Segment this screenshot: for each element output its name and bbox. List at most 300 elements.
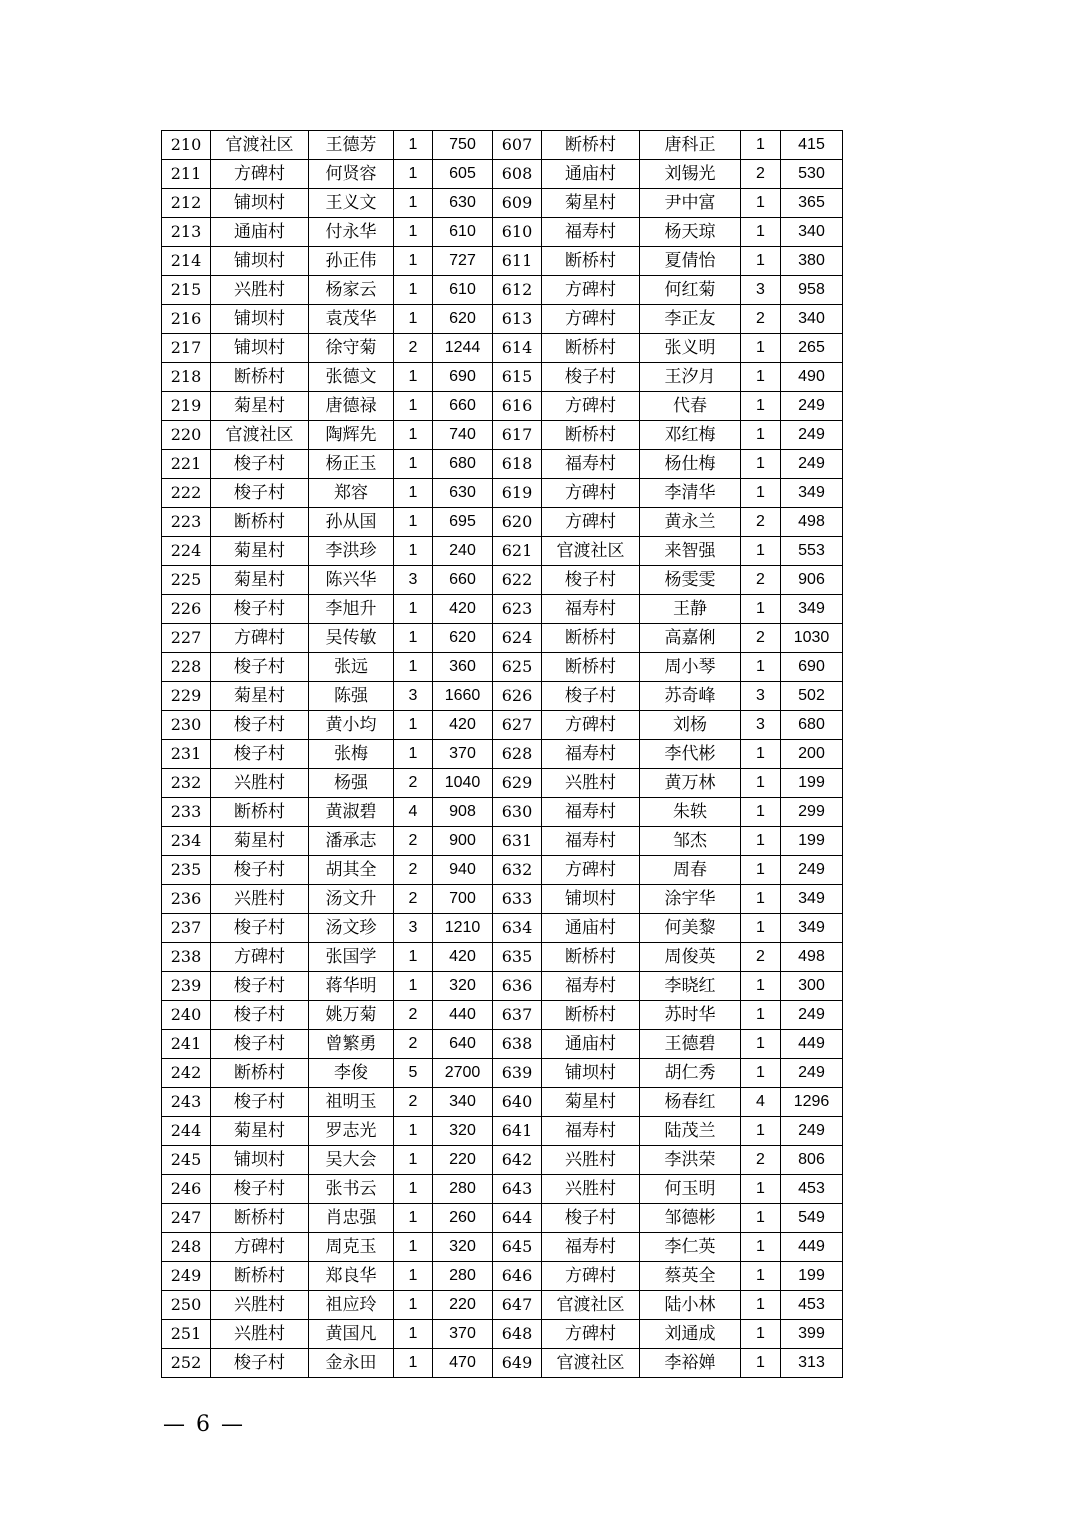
table-row: [162, 1204, 843, 1233]
left-amount-cell: 260: [433, 1204, 493, 1233]
left-count-cell: 1: [394, 740, 433, 769]
left-amount-cell: 370: [433, 740, 493, 769]
right-amount-cell: 340: [781, 218, 843, 247]
left-name-cell: 王义文: [309, 189, 394, 218]
right-village-cell: 方碑村: [542, 1262, 640, 1291]
right-village-cell: 福寿村: [542, 827, 640, 856]
left-amount-cell: 340: [433, 1088, 493, 1117]
left-amount-cell: 900: [433, 827, 493, 856]
left-village-cell: 梭子村: [211, 653, 309, 682]
right-amount-cell: 249: [781, 450, 843, 479]
right-name-cell: 杨仕梅: [640, 450, 741, 479]
left-amount-cell: 370: [433, 1320, 493, 1349]
right-village-cell: 兴胜村: [542, 769, 640, 798]
right-amount-cell: 906: [781, 566, 843, 595]
left-count-cell: 1: [394, 1320, 433, 1349]
left-name-cell: 郑良华: [309, 1262, 394, 1291]
left-count-cell: 1: [394, 218, 433, 247]
right-count-cell: 1: [741, 1059, 781, 1088]
table-body: [162, 131, 843, 1378]
left-index-cell: 230: [162, 711, 211, 740]
left-name-cell: 吴大会: [309, 1146, 394, 1175]
table-row: [162, 392, 843, 421]
right-index-cell: 607: [493, 131, 542, 160]
right-index-cell: 627: [493, 711, 542, 740]
left-village-cell: 梭子村: [211, 972, 309, 1001]
right-name-cell: 周俊英: [640, 943, 741, 972]
left-name-cell: 付永华: [309, 218, 394, 247]
left-name-cell: 李俊: [309, 1059, 394, 1088]
right-name-cell: 李晓红: [640, 972, 741, 1001]
left-amount-cell: 750: [433, 131, 493, 160]
right-village-cell: 兴胜村: [542, 1175, 640, 1204]
right-amount-cell: 300: [781, 972, 843, 1001]
right-count-cell: 1: [741, 189, 781, 218]
right-amount-cell: 530: [781, 160, 843, 189]
right-count-cell: 1: [741, 595, 781, 624]
right-village-cell: 方碑村: [542, 392, 640, 421]
left-count-cell: 1: [394, 276, 433, 305]
left-name-cell: 吴传敏: [309, 624, 394, 653]
left-name-cell: 汤文升: [309, 885, 394, 914]
left-amount-cell: 440: [433, 1001, 493, 1030]
right-index-cell: 649: [493, 1349, 542, 1378]
right-count-cell: 1: [741, 769, 781, 798]
right-index-cell: 640: [493, 1088, 542, 1117]
right-count-cell: 1: [741, 856, 781, 885]
left-index-cell: 226: [162, 595, 211, 624]
left-amount-cell: 280: [433, 1262, 493, 1291]
left-count-cell: 2: [394, 1001, 433, 1030]
left-name-cell: 杨强: [309, 769, 394, 798]
left-amount-cell: 630: [433, 189, 493, 218]
left-index-cell: 210: [162, 131, 211, 160]
left-amount-cell: 620: [433, 305, 493, 334]
right-village-cell: 福寿村: [542, 1233, 640, 1262]
left-amount-cell: 660: [433, 392, 493, 421]
table-row: [162, 914, 843, 943]
left-index-cell: 211: [162, 160, 211, 189]
table-row: [162, 1349, 843, 1378]
right-name-cell: 杨雯雯: [640, 566, 741, 595]
right-count-cell: 3: [741, 711, 781, 740]
right-name-cell: 苏奇峰: [640, 682, 741, 711]
right-count-cell: 2: [741, 943, 781, 972]
left-index-cell: 245: [162, 1146, 211, 1175]
table-row: [162, 479, 843, 508]
left-amount-cell: 280: [433, 1175, 493, 1204]
left-count-cell: 1: [394, 943, 433, 972]
right-village-cell: 方碑村: [542, 276, 640, 305]
table-row: [162, 508, 843, 537]
right-count-cell: 1: [741, 131, 781, 160]
right-name-cell: 邹杰: [640, 827, 741, 856]
left-amount-cell: 610: [433, 218, 493, 247]
right-index-cell: 620: [493, 508, 542, 537]
table-row: [162, 885, 843, 914]
table-row: [162, 1059, 843, 1088]
right-amount-cell: 199: [781, 769, 843, 798]
right-index-cell: 638: [493, 1030, 542, 1059]
left-name-cell: 张远: [309, 653, 394, 682]
right-village-cell: 铺坝村: [542, 1059, 640, 1088]
right-count-cell: 1: [741, 1320, 781, 1349]
right-name-cell: 王汐月: [640, 363, 741, 392]
right-index-cell: 641: [493, 1117, 542, 1146]
left-count-cell: 1: [394, 305, 433, 334]
right-count-cell: 1: [741, 740, 781, 769]
right-index-cell: 611: [493, 247, 542, 276]
right-name-cell: 刘通成: [640, 1320, 741, 1349]
left-village-cell: 方碑村: [211, 624, 309, 653]
right-index-cell: 613: [493, 305, 542, 334]
left-count-cell: 2: [394, 856, 433, 885]
right-amount-cell: 313: [781, 1349, 843, 1378]
right-name-cell: 李代彬: [640, 740, 741, 769]
right-index-cell: 635: [493, 943, 542, 972]
left-index-cell: 231: [162, 740, 211, 769]
right-index-cell: 624: [493, 624, 542, 653]
left-name-cell: 袁茂华: [309, 305, 394, 334]
right-name-cell: 李清华: [640, 479, 741, 508]
right-village-cell: 梭子村: [542, 682, 640, 711]
right-name-cell: 朱轶: [640, 798, 741, 827]
right-name-cell: 唐科正: [640, 131, 741, 160]
left-index-cell: 242: [162, 1059, 211, 1088]
right-index-cell: 608: [493, 160, 542, 189]
left-index-cell: 236: [162, 885, 211, 914]
left-index-cell: 232: [162, 769, 211, 798]
left-name-cell: 曾繁勇: [309, 1030, 394, 1059]
right-amount-cell: 249: [781, 856, 843, 885]
left-name-cell: 黄小均: [309, 711, 394, 740]
left-index-cell: 219: [162, 392, 211, 421]
right-name-cell: 邹德彬: [640, 1204, 741, 1233]
right-amount-cell: 200: [781, 740, 843, 769]
right-index-cell: 634: [493, 914, 542, 943]
right-amount-cell: 349: [781, 914, 843, 943]
right-village-cell: 断桥村: [542, 247, 640, 276]
left-index-cell: 212: [162, 189, 211, 218]
left-name-cell: 杨正玉: [309, 450, 394, 479]
left-index-cell: 241: [162, 1030, 211, 1059]
left-name-cell: 杨家云: [309, 276, 394, 305]
left-count-cell: 1: [394, 363, 433, 392]
right-name-cell: 代春: [640, 392, 741, 421]
left-name-cell: 孙正伟: [309, 247, 394, 276]
left-index-cell: 225: [162, 566, 211, 595]
left-village-cell: 断桥村: [211, 1262, 309, 1291]
left-index-cell: 229: [162, 682, 211, 711]
right-name-cell: 李洪荣: [640, 1146, 741, 1175]
left-village-cell: 梭子村: [211, 1175, 309, 1204]
left-village-cell: 方碑村: [211, 160, 309, 189]
right-village-cell: 断桥村: [542, 131, 640, 160]
right-name-cell: 杨春红: [640, 1088, 741, 1117]
right-index-cell: 618: [493, 450, 542, 479]
table-row: [162, 769, 843, 798]
table-row: [162, 305, 843, 334]
right-count-cell: 1: [741, 827, 781, 856]
left-name-cell: 孙从国: [309, 508, 394, 537]
table-row: [162, 450, 843, 479]
left-count-cell: 1: [394, 247, 433, 276]
right-index-cell: 645: [493, 1233, 542, 1262]
left-amount-cell: 640: [433, 1030, 493, 1059]
right-index-cell: 612: [493, 276, 542, 305]
left-village-cell: 菊星村: [211, 1117, 309, 1146]
left-village-cell: 兴胜村: [211, 1291, 309, 1320]
right-village-cell: 福寿村: [542, 1117, 640, 1146]
right-count-cell: 1: [741, 363, 781, 392]
left-count-cell: 1: [394, 624, 433, 653]
table-row: [162, 363, 843, 392]
table-row: [162, 247, 843, 276]
right-index-cell: 609: [493, 189, 542, 218]
right-name-cell: 胡仁秀: [640, 1059, 741, 1088]
left-village-cell: 梭子村: [211, 1349, 309, 1378]
right-count-cell: 1: [741, 247, 781, 276]
right-index-cell: 617: [493, 421, 542, 450]
left-village-cell: 铺坝村: [211, 334, 309, 363]
table-row: [162, 334, 843, 363]
right-name-cell: 夏倩怡: [640, 247, 741, 276]
right-count-cell: 1: [741, 914, 781, 943]
right-index-cell: 632: [493, 856, 542, 885]
right-name-cell: 李裕婵: [640, 1349, 741, 1378]
right-count-cell: 1: [741, 1262, 781, 1291]
left-name-cell: 胡其全: [309, 856, 394, 885]
left-village-cell: 通庙村: [211, 218, 309, 247]
table-row: [162, 1320, 843, 1349]
left-name-cell: 姚万菊: [309, 1001, 394, 1030]
left-village-cell: 兴胜村: [211, 276, 309, 305]
right-village-cell: 断桥村: [542, 624, 640, 653]
right-village-cell: 官渡社区: [542, 1291, 640, 1320]
right-village-cell: 兴胜村: [542, 1146, 640, 1175]
right-name-cell: 何玉明: [640, 1175, 741, 1204]
left-village-cell: 兴胜村: [211, 1320, 309, 1349]
right-index-cell: 630: [493, 798, 542, 827]
left-index-cell: 213: [162, 218, 211, 247]
right-count-cell: 1: [741, 1233, 781, 1262]
right-count-cell: 1: [741, 1204, 781, 1233]
left-name-cell: 何贤容: [309, 160, 394, 189]
right-village-cell: 梭子村: [542, 566, 640, 595]
table-row: [162, 595, 843, 624]
left-count-cell: 1: [394, 131, 433, 160]
left-village-cell: 兴胜村: [211, 885, 309, 914]
left-amount-cell: 420: [433, 711, 493, 740]
left-name-cell: 唐德禄: [309, 392, 394, 421]
left-village-cell: 梭子村: [211, 856, 309, 885]
right-name-cell: 刘杨: [640, 711, 741, 740]
table-row: [162, 972, 843, 1001]
right-village-cell: 方碑村: [542, 856, 640, 885]
right-amount-cell: 249: [781, 1001, 843, 1030]
table-row: [162, 682, 843, 711]
right-village-cell: 断桥村: [542, 943, 640, 972]
left-count-cell: 2: [394, 827, 433, 856]
left-index-cell: 243: [162, 1088, 211, 1117]
right-amount-cell: 399: [781, 1320, 843, 1349]
right-index-cell: 646: [493, 1262, 542, 1291]
left-amount-cell: 360: [433, 653, 493, 682]
left-amount-cell: 680: [433, 450, 493, 479]
left-index-cell: 244: [162, 1117, 211, 1146]
right-amount-cell: 249: [781, 392, 843, 421]
right-village-cell: 通庙村: [542, 914, 640, 943]
right-amount-cell: 680: [781, 711, 843, 740]
left-count-cell: 1: [394, 1233, 433, 1262]
left-name-cell: 张国学: [309, 943, 394, 972]
table-row: [162, 1001, 843, 1030]
left-amount-cell: 700: [433, 885, 493, 914]
table-row: [162, 798, 843, 827]
right-village-cell: 通庙村: [542, 160, 640, 189]
left-village-cell: 菊星村: [211, 827, 309, 856]
right-name-cell: 黄永兰: [640, 508, 741, 537]
table-row: [162, 1233, 843, 1262]
right-count-cell: 3: [741, 276, 781, 305]
right-village-cell: 方碑村: [542, 1320, 640, 1349]
right-count-cell: 1: [741, 537, 781, 566]
left-village-cell: 梭子村: [211, 914, 309, 943]
table-row: [162, 1175, 843, 1204]
left-name-cell: 王德芳: [309, 131, 394, 160]
right-count-cell: 4: [741, 1088, 781, 1117]
left-count-cell: 1: [394, 972, 433, 1001]
right-count-cell: 1: [741, 1001, 781, 1030]
table-row: [162, 1030, 843, 1059]
right-name-cell: 苏时华: [640, 1001, 741, 1030]
left-index-cell: 233: [162, 798, 211, 827]
left-count-cell: 1: [394, 1349, 433, 1378]
table-row: [162, 943, 843, 972]
left-village-cell: 断桥村: [211, 1059, 309, 1088]
right-count-cell: 1: [741, 1117, 781, 1146]
left-amount-cell: 320: [433, 1117, 493, 1146]
left-index-cell: 248: [162, 1233, 211, 1262]
table-row: [162, 1088, 843, 1117]
right-name-cell: 何美黎: [640, 914, 741, 943]
left-name-cell: 汤文珍: [309, 914, 394, 943]
right-amount-cell: 365: [781, 189, 843, 218]
left-index-cell: 228: [162, 653, 211, 682]
left-count-cell: 1: [394, 1146, 433, 1175]
right-count-cell: 2: [741, 1146, 781, 1175]
right-amount-cell: 1030: [781, 624, 843, 653]
left-name-cell: 李旭升: [309, 595, 394, 624]
left-count-cell: 2: [394, 1088, 433, 1117]
right-village-cell: 福寿村: [542, 740, 640, 769]
left-count-cell: 1: [394, 450, 433, 479]
left-index-cell: 235: [162, 856, 211, 885]
left-village-cell: 铺坝村: [211, 247, 309, 276]
left-index-cell: 217: [162, 334, 211, 363]
left-village-cell: 断桥村: [211, 363, 309, 392]
right-village-cell: 官渡社区: [542, 537, 640, 566]
left-count-cell: 1: [394, 711, 433, 740]
table-row: [162, 1291, 843, 1320]
right-name-cell: 陆茂兰: [640, 1117, 741, 1146]
left-index-cell: 227: [162, 624, 211, 653]
page-number: — 6 —: [163, 1412, 245, 1437]
left-count-cell: 1: [394, 1262, 433, 1291]
right-name-cell: 陆小林: [640, 1291, 741, 1320]
right-village-cell: 方碑村: [542, 508, 640, 537]
left-amount-cell: 630: [433, 479, 493, 508]
left-amount-cell: 727: [433, 247, 493, 276]
right-count-cell: 1: [741, 218, 781, 247]
right-index-cell: 648: [493, 1320, 542, 1349]
left-village-cell: 方碑村: [211, 1233, 309, 1262]
table-row: [162, 711, 843, 740]
left-count-cell: 1: [394, 508, 433, 537]
right-index-cell: 625: [493, 653, 542, 682]
right-index-cell: 647: [493, 1291, 542, 1320]
right-count-cell: 1: [741, 885, 781, 914]
table-row: [162, 1262, 843, 1291]
right-name-cell: 张义明: [640, 334, 741, 363]
right-village-cell: 方碑村: [542, 711, 640, 740]
left-village-cell: 铺坝村: [211, 305, 309, 334]
right-village-cell: 福寿村: [542, 218, 640, 247]
right-village-cell: 方碑村: [542, 305, 640, 334]
left-count-cell: 1: [394, 1204, 433, 1233]
right-name-cell: 李仁英: [640, 1233, 741, 1262]
left-village-cell: 菊星村: [211, 682, 309, 711]
right-amount-cell: 199: [781, 827, 843, 856]
left-count-cell: 1: [394, 421, 433, 450]
left-count-cell: 1: [394, 160, 433, 189]
left-village-cell: 铺坝村: [211, 189, 309, 218]
right-name-cell: 王静: [640, 595, 741, 624]
left-index-cell: 249: [162, 1262, 211, 1291]
left-amount-cell: 240: [433, 537, 493, 566]
right-amount-cell: 549: [781, 1204, 843, 1233]
right-amount-cell: 502: [781, 682, 843, 711]
left-index-cell: 238: [162, 943, 211, 972]
right-village-cell: 福寿村: [542, 798, 640, 827]
right-amount-cell: 415: [781, 131, 843, 160]
left-amount-cell: 320: [433, 1233, 493, 1262]
table-row: [162, 566, 843, 595]
left-name-cell: 陈兴华: [309, 566, 394, 595]
right-index-cell: 621: [493, 537, 542, 566]
left-count-cell: 3: [394, 566, 433, 595]
right-amount-cell: 453: [781, 1291, 843, 1320]
left-index-cell: 250: [162, 1291, 211, 1320]
left-amount-cell: 620: [433, 624, 493, 653]
right-count-cell: 1: [741, 392, 781, 421]
right-name-cell: 黄万林: [640, 769, 741, 798]
left-amount-cell: 1660: [433, 682, 493, 711]
left-index-cell: 222: [162, 479, 211, 508]
left-count-cell: 1: [394, 392, 433, 421]
left-amount-cell: 695: [433, 508, 493, 537]
left-name-cell: 郑容: [309, 479, 394, 508]
left-village-cell: 梭子村: [211, 711, 309, 740]
left-village-cell: 梭子村: [211, 1001, 309, 1030]
right-index-cell: 633: [493, 885, 542, 914]
right-name-cell: 何红菊: [640, 276, 741, 305]
right-name-cell: 刘锡光: [640, 160, 741, 189]
left-name-cell: 黄国凡: [309, 1320, 394, 1349]
right-index-cell: 642: [493, 1146, 542, 1175]
right-amount-cell: 490: [781, 363, 843, 392]
right-index-cell: 616: [493, 392, 542, 421]
